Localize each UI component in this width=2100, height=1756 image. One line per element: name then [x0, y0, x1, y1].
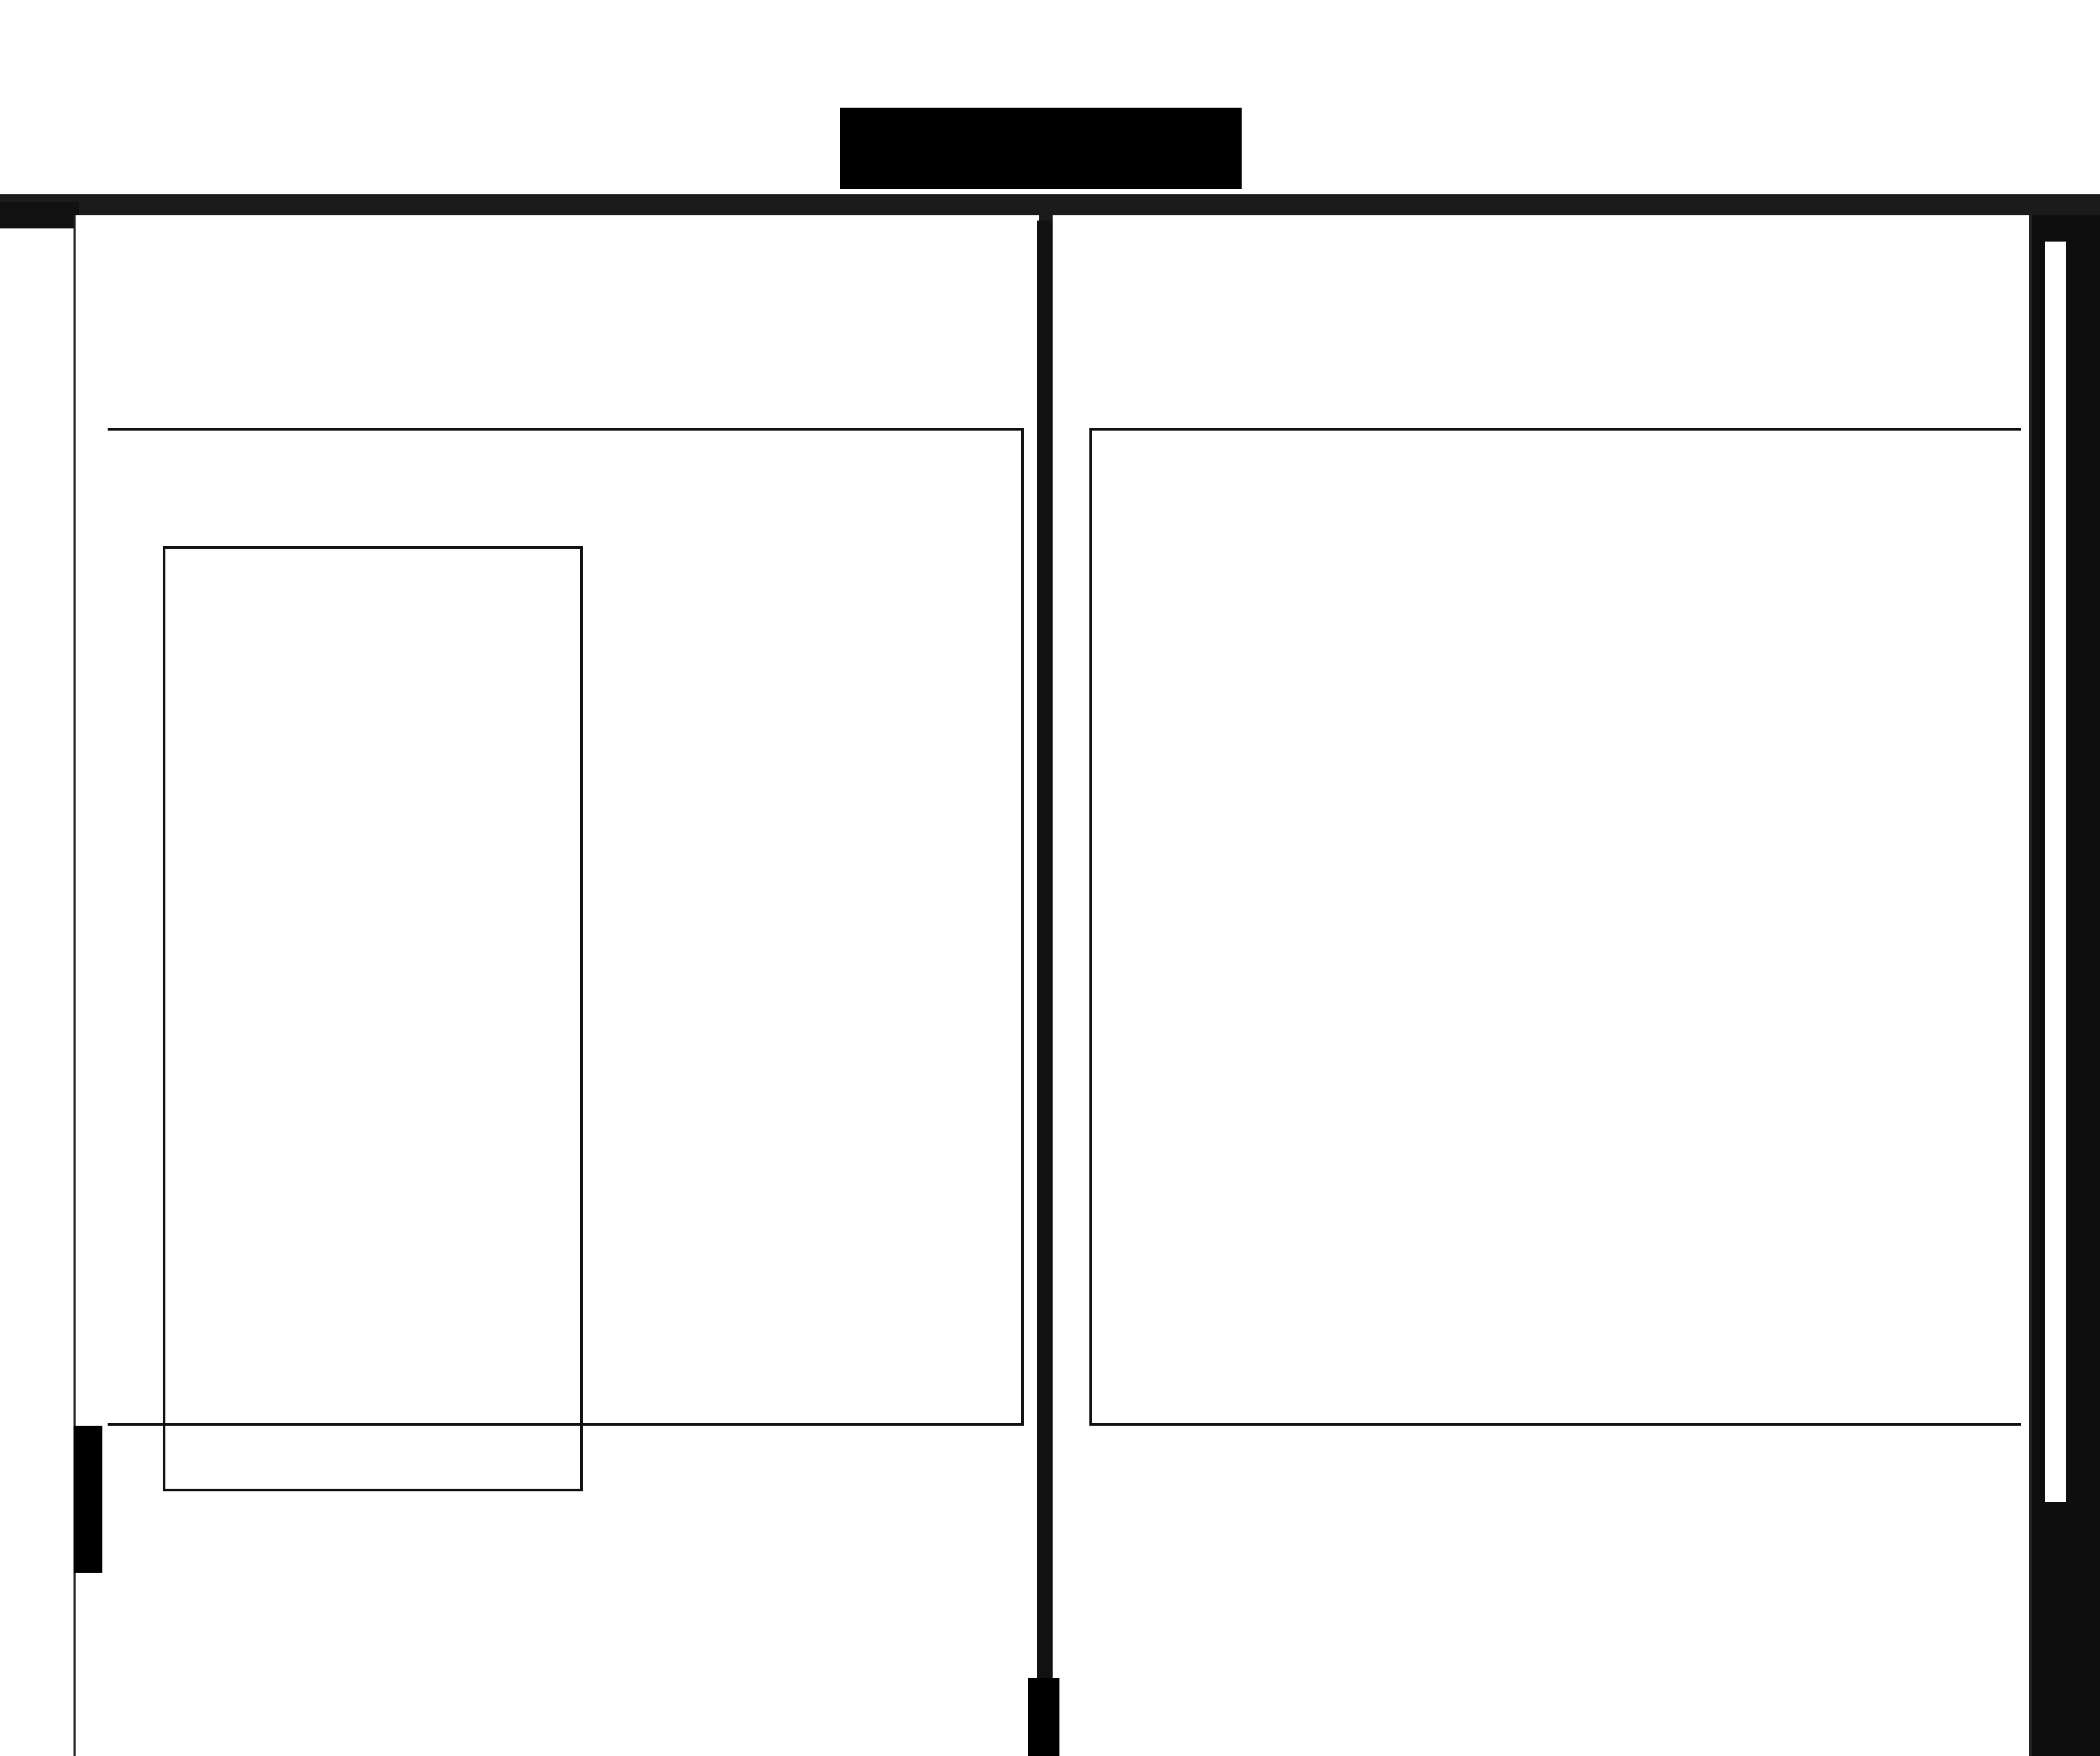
colophon-box: [163, 546, 583, 1491]
reel-number-plate: [840, 108, 1242, 189]
right-edge-paper: [2045, 242, 2066, 1502]
book-gutter: [1037, 221, 1053, 1756]
right-edge-shadow: [2032, 215, 2100, 1756]
left-margin-block: [74, 1426, 102, 1573]
top-left-shadow: [0, 202, 79, 228]
gutter-clip: [1028, 1678, 1059, 1756]
right-print-frame: [1089, 428, 2021, 1426]
